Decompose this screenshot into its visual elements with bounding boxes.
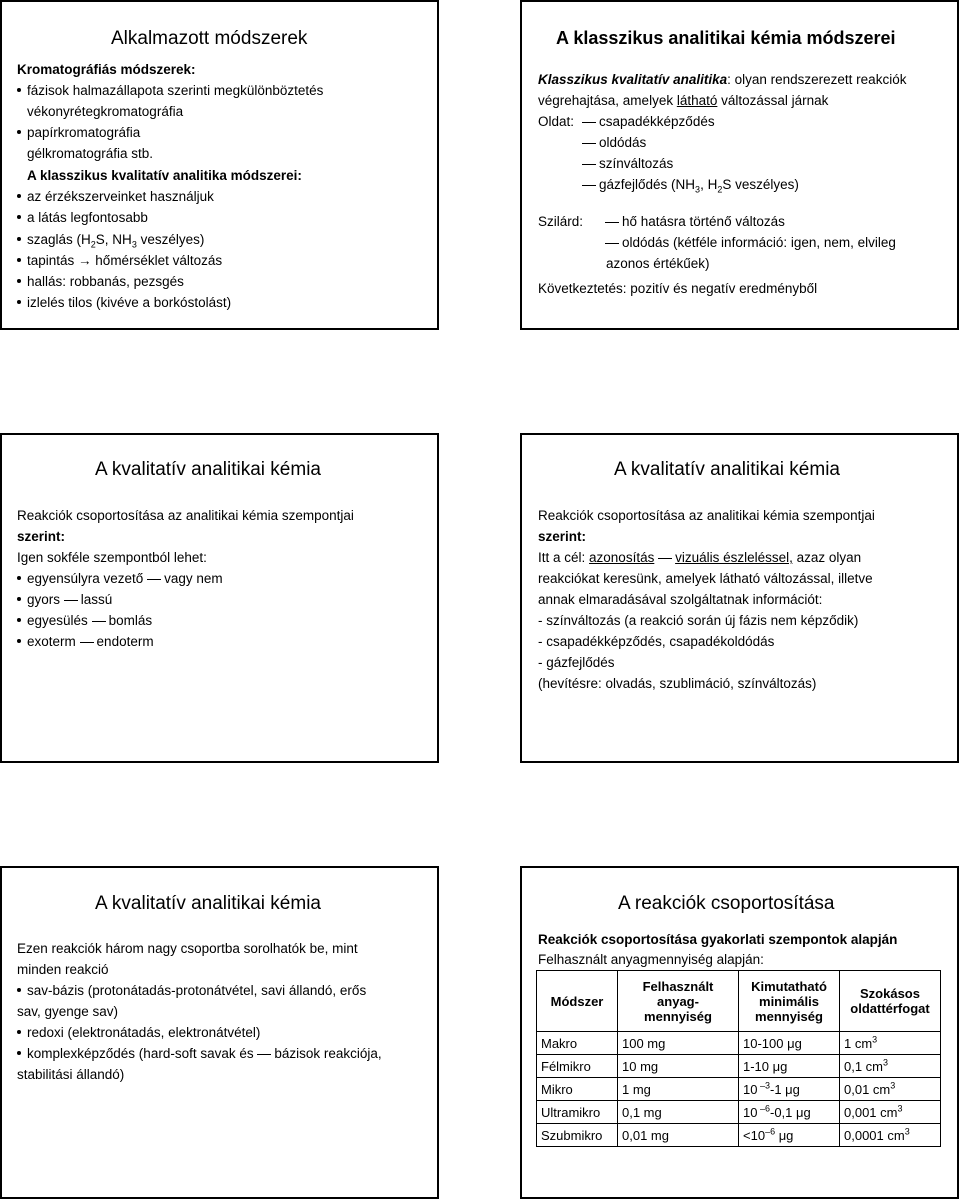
list-item: komplexképződés (hard-soft savak és bázisok reakciója, (17, 1046, 382, 1061)
paragraph-line: - színváltozás (a reakció során új fázis nem képződik) (538, 613, 859, 628)
list-item: redoxi (elektronátadás, elektronátvétel) (17, 1025, 260, 1040)
list-item: fázisok halmazállapota szerinti megkülönböztetés (17, 83, 323, 98)
table-row: Ultramikro 0,1 mg 10 $^{-6}$-0,1 μg 0,001 $cm^3$ (537, 1101, 941, 1124)
list-item: exoterm endoterm (17, 634, 154, 649)
table-row: Makro 100 mg 10-100 μg 1 $cm^3$ (537, 1032, 941, 1055)
list-item: egyesülés bomlás (17, 613, 152, 628)
header-amount: Felhasznált anyag- mennyiség (618, 971, 739, 1032)
bullet-icon (17, 618, 21, 622)
paragraph-line: annak elmaradásával szolgáltatnak információt: (538, 592, 823, 607)
intro: Igen sokféle szempontból lehet: (17, 550, 207, 565)
bullet-icon (17, 215, 21, 219)
list-item: gyors lassú (17, 592, 112, 607)
list-item: gélkromatográfia stb. (27, 146, 154, 161)
list-item: a látás legfontosabb (17, 210, 148, 225)
slide-title: A kvalitatív analitikai kémia (614, 459, 840, 480)
bullet-icon (17, 300, 21, 304)
list-item: izlelés tilos (kivéve a borkóstolást) (17, 295, 231, 310)
oldat-label: Oldat: (538, 114, 575, 129)
list-item: hallás: robbanás, pezsgés (17, 274, 184, 289)
bullet-icon (17, 194, 21, 198)
bullet-icon (17, 597, 21, 601)
bullet-icon (17, 1030, 21, 1034)
list-item: oldódás (582, 135, 646, 150)
subheading: Felhasznált anyagmennyiség alapján: (538, 952, 764, 967)
section-heading: szerint: (538, 529, 587, 544)
section-heading: Kromatográfiás módszerek: (17, 62, 196, 77)
list-item: az érzékszerveinket használjuk (17, 189, 214, 204)
table-row: Mikro 1 mg 10 $^{-3}$-1 μg 0,01 $cm^3$ (537, 1078, 941, 1101)
section-heading: Reakciók csoportosítása az analitikai kémia szempontjai (538, 508, 875, 523)
slide-title: A reakciók csoportosítása (618, 893, 835, 914)
paragraph-line: Itt a cél: azonosítás vizuális észleléssel, azaz olyan (538, 550, 862, 565)
section-heading: Reakciók csoportosítása gyakorlati szempontok alapján (538, 932, 898, 947)
list-item: szaglás ($H_2S$, $NH_3$ veszélyes) (17, 232, 204, 247)
header-detectable: Kimutatható minimális mennyiség (739, 971, 840, 1032)
slide-title: A klasszikus analitikai kémia módszerei (556, 28, 896, 48)
section-heading: szerint: (17, 529, 66, 544)
list-item: stabilitási állandó) (17, 1067, 125, 1082)
slide-title: Alkalmazott módszerek (111, 28, 308, 49)
paragraph-line: - gázfejlődés (538, 655, 615, 670)
bullet-icon (17, 639, 21, 643)
list-item: sav-bázis (protonátadás-protonátvétel, savi állandó, erős (17, 983, 366, 998)
list-item: csapadékképződés (582, 114, 715, 129)
bullet-icon (17, 130, 21, 134)
bullet-icon (17, 576, 21, 580)
szilard-label: Szilárd: (538, 214, 584, 229)
arrow-icon: → (78, 253, 92, 268)
paragraph-line: minden reakció (17, 962, 109, 977)
list-item: gázfejlődés ($NH_3$, $H_2S$ veszélyes) (582, 177, 799, 192)
section-heading: Reakciók csoportosítása az analitikai kémia szempontjai (17, 508, 354, 523)
table-header-row (537, 971, 941, 1032)
list-item: sav, gyenge sav) (17, 1004, 119, 1019)
list-item: egyensúlyra vezető vagy nem (17, 571, 223, 586)
methods-table (536, 970, 941, 1147)
bullet-icon (17, 279, 21, 283)
paragraph-line: (hevítésre: olvadás, szublimáció, színváltozás) (538, 676, 817, 691)
paragraph-line: reakciókat keresünk, amelyek látható változással, illetve (538, 571, 873, 586)
paragraph-line: Ezen reakciók három nagy csoportba sorolhatók be, mint (17, 941, 358, 956)
paragraph-line: végrehajtása, amelyek látható változással járnak (538, 93, 829, 108)
list-item: tapintás → hőmérséklet változás (17, 253, 222, 268)
bullet-icon (17, 237, 21, 241)
bullet-icon (17, 258, 21, 262)
bullet-icon (17, 988, 21, 992)
table-row: Szubmikro 0,01 mg $<10^{-6}$ μg 0,0001 $cm^3$ (537, 1124, 941, 1147)
list-item: vékonyrétegkromatográfia (27, 104, 184, 119)
conclusion: Következtetés: pozitív és negatív eredményből (538, 281, 818, 296)
section-heading: A klasszikus kvalitatív analitika módszerei: (27, 168, 302, 183)
paragraph-line: - csapadékképződés, csapadékoldódás (538, 634, 775, 649)
header-volume: Szokásos oldattérfogat (840, 971, 941, 1032)
list-item: papírkromatográfia (17, 125, 140, 140)
table-row: Félmikro 10 mg 1-10 μg 0,1 $cm^3$ (537, 1055, 941, 1078)
slide-title: A kvalitatív analitikai kémia (95, 893, 321, 914)
list-item: oldódás (kétféle információ: igen, nem, elvileg (605, 235, 896, 250)
list-item: színváltozás (582, 156, 673, 171)
bullet-icon (17, 88, 21, 92)
header-method: Módszer (537, 971, 618, 1032)
paragraph-line: Klasszikus kvalitatív analitika: olyan rendszerezett reakciók (538, 72, 907, 87)
list-item: hő hatásra történő változás (605, 214, 785, 229)
slide-title: A kvalitatív analitikai kémia (95, 459, 321, 480)
bullet-icon (17, 1051, 21, 1055)
list-item: azonos értékűek) (606, 256, 710, 271)
